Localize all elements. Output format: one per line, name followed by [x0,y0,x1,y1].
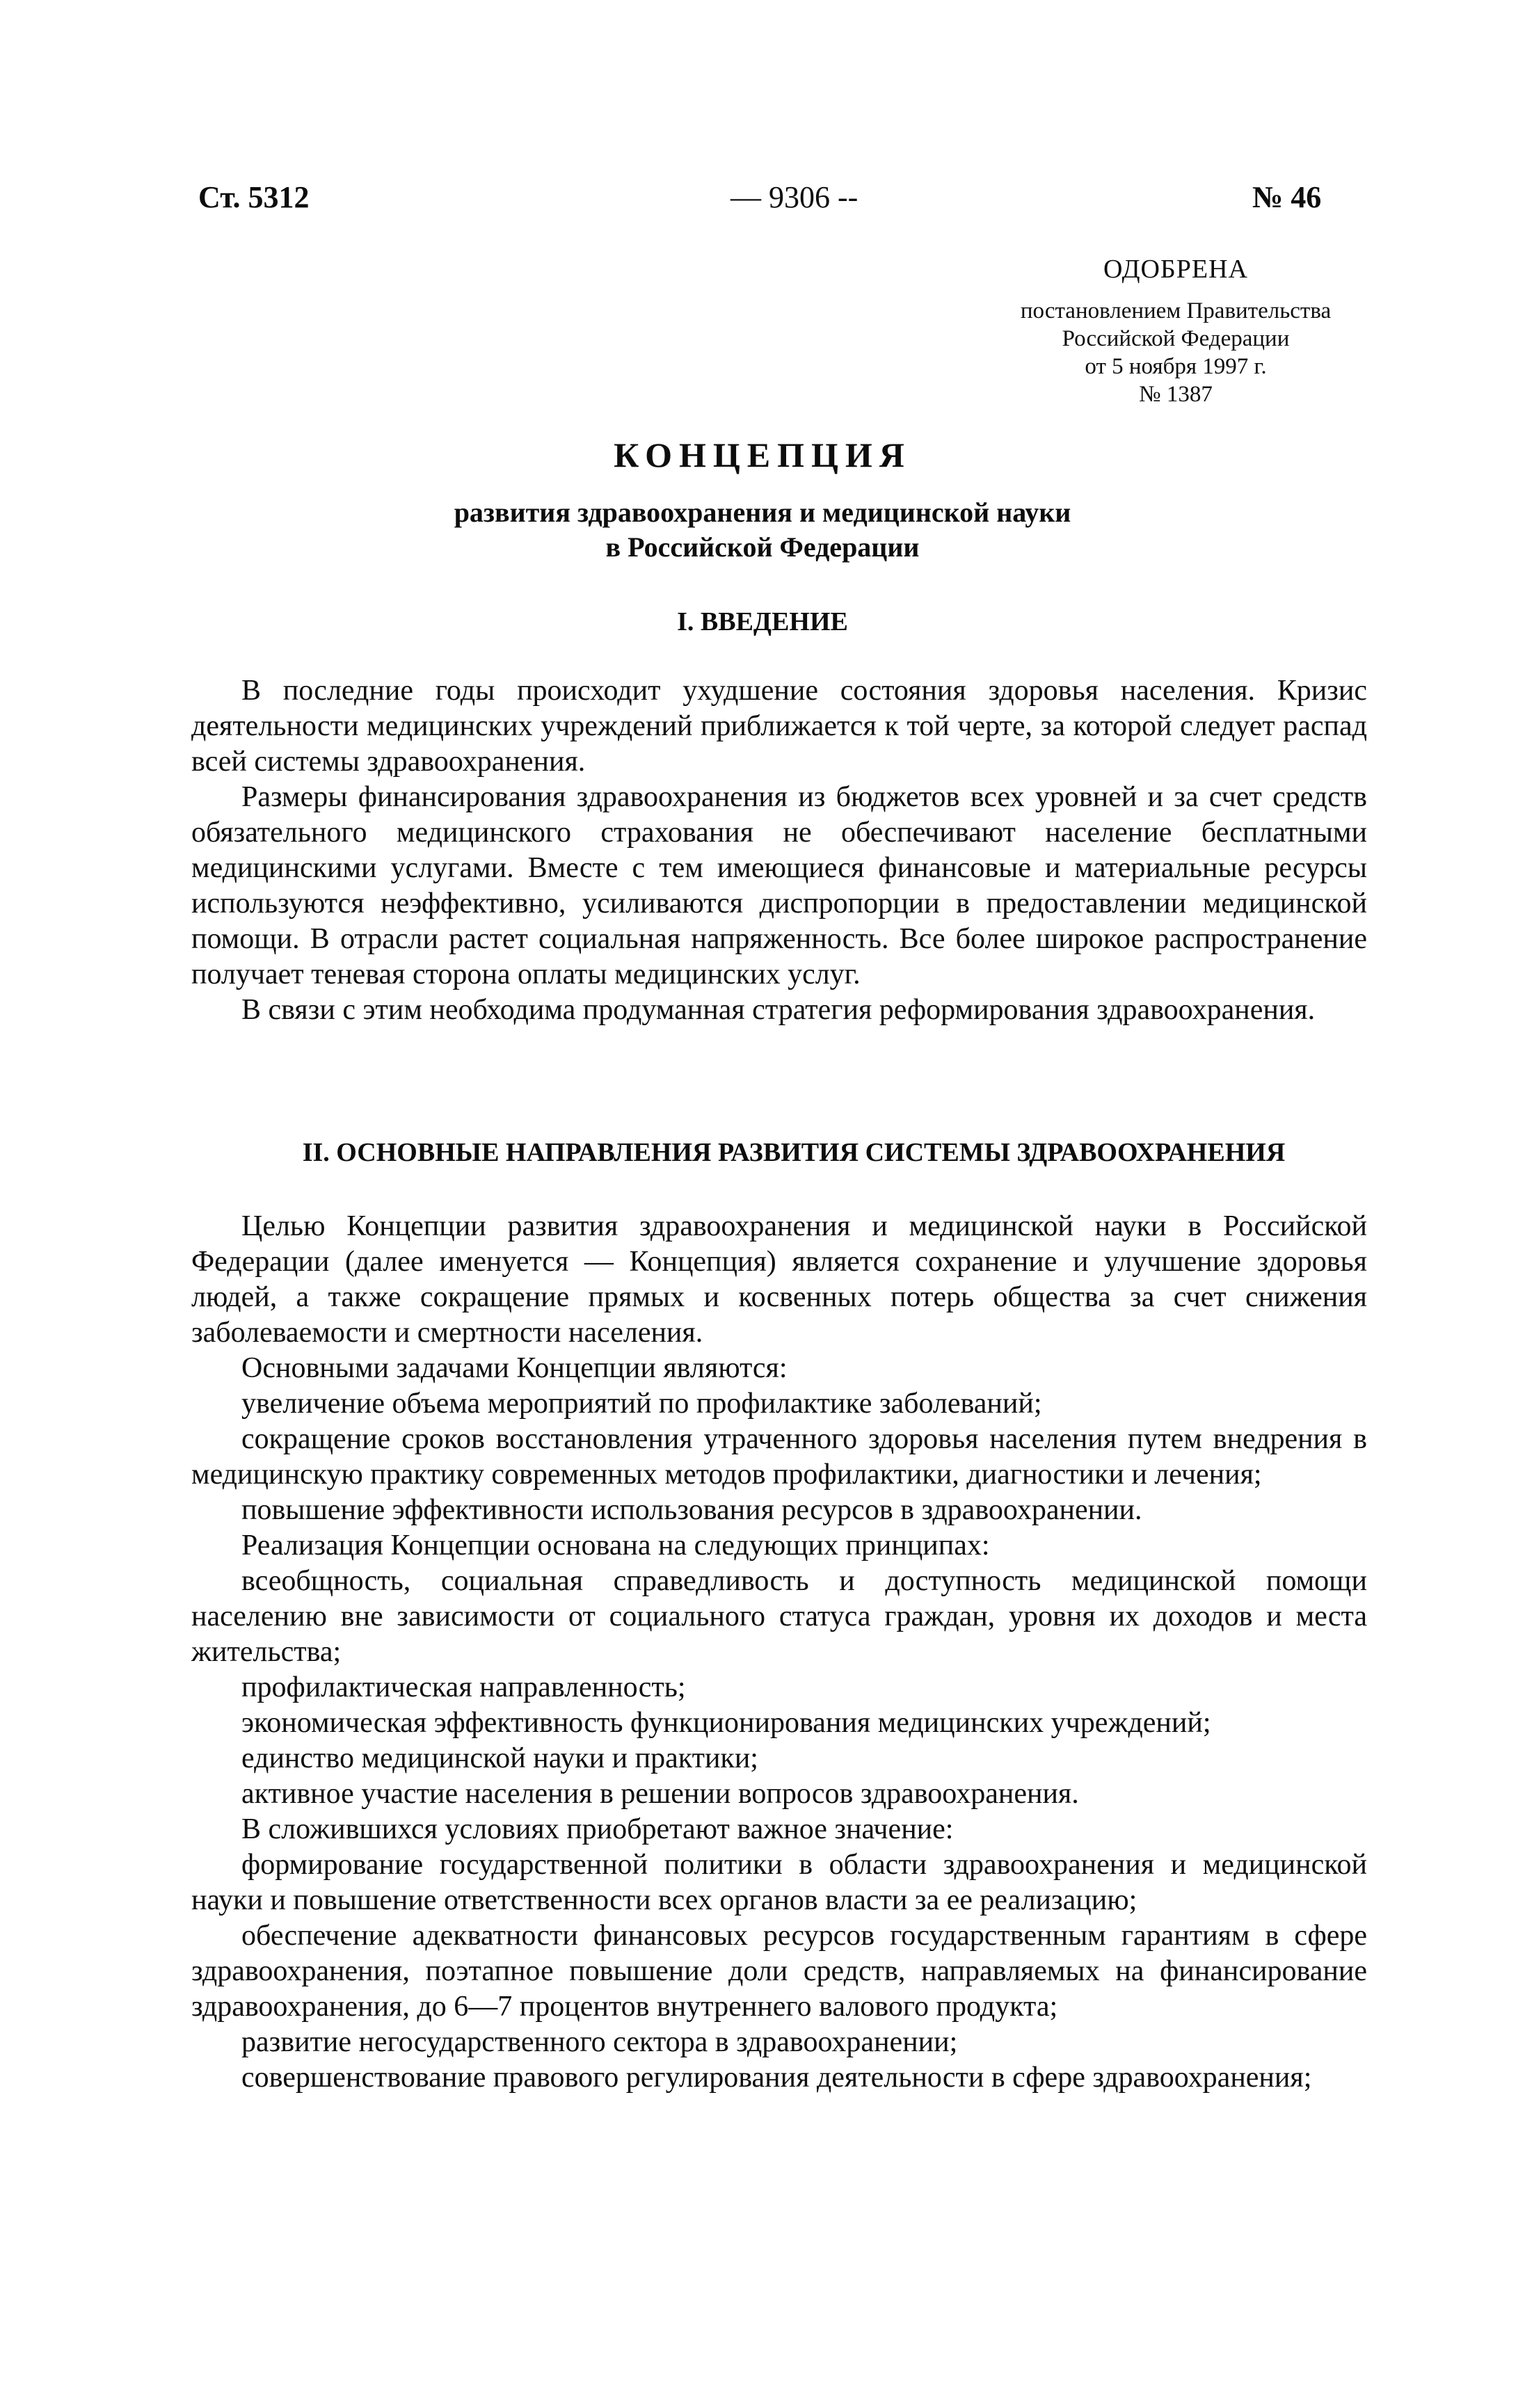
document-subtitle [0,495,1525,565]
paragraph: увеличение объема мероприятий по профилактике заболеваний; [241,1388,1042,1420]
paragraph: профилактическая направленность; [241,1671,686,1703]
paragraph: Основными задачами Концепции являются: [241,1352,788,1384]
paragraph: В последние годы происходит ухудшение состояния здоровья населения. Кризис деятельности медицинских учреждений приближается к той черте, за которой следует распад всей системы здравоохранения. [191,675,1367,778]
approval-line: от 5 ноября 1997 г. [1085,354,1267,379]
paragraph: Размеры финансирования здравоохранения из бюджетов всех уровней и за счет средств обязательного медицинского страхования не обеспечивают население бесплатными медицинскими услугами. Вместе с тем имеющиеся финансовые и материальные ресурсы используются неэффективно, усиливаются диспропорции в предоставлении медицинской помощи. В отрасли растет социальная напряженность. Все более широкое распространение получает теневая сторона оплаты медицинских услуг. [191,781,1367,990]
paragraph: экономическая эффективность функционирования медицинских учреждений; [241,1707,1211,1739]
article-number: Ст. 5312 [198,180,310,214]
section-2-heading: II. ОСНОВНЫЕ НАПРАВЛЕНИЯ РАЗВИТИЯ СИСТЕМЫ ЗДРАВООХРАНЕНИЯ [302,1138,1286,1167]
paragraph: Целью Концепции развития здравоохранения и медицинской науки в Российской Федерации (далее именуется — Концепция) является сохранение и улучшение здоровья людей, а также сокращение прямых и косвенных потерь общества за счет снижения заболеваемости и смертности населения. [191,1210,1367,1349]
subtitle-line: развития здравоохранения и медицинской науки [454,497,1071,528]
paragraph: сокращение сроков восстановления утраченного здоровья населения путем внедрения в медицинскую практику современных методов профилактики, диагностики и лечения; [191,1423,1367,1491]
paragraph: повышение эффективности использования ресурсов в здравоохранении. [241,1494,1142,1526]
paragraph: В связи с этим необходима продуманная стратегия реформирования здравоохранения. [241,994,1316,1026]
subtitle-line: в Российской Федерации [605,531,920,563]
paragraph: единство медицинской науки и практики; [241,1742,758,1774]
paragraph: развитие негосударственного сектора в здравоохранении; [241,2026,958,2058]
page-number: — 9306 -- [730,180,859,214]
section-2-body [191,1209,1367,2096]
approval-line: постановлением Правительства [1020,298,1332,323]
paragraph: В сложившихся условиях приобретают важное значение: [241,1813,954,1845]
paragraph: Реализация Концепции основана на следующих принципах: [241,1530,990,1562]
paragraph: формирование государственной политики в области здравоохранения и медицинской науки и повышение ответственности всех органов власти за ее реализацию; [191,1849,1367,1916]
approval-line: Российской Федерации [1062,326,1290,351]
paragraph: совершенствование правового регулирования деятельности в сфере здравоохранения; [241,2062,1312,2094]
section-1-body [191,673,1367,1028]
paragraph: активное участие населения в решении вопросов здравоохранения. [241,1778,1079,1810]
approval-line: № 1387 [1139,382,1213,407]
paragraph: всеобщность, социальная справедливость и доступность медицинской помощи населению вне зависимости от социального статуса граждан, уровня их доходов и места жительства; [191,1565,1367,1668]
approval-title: ОДОБРЕНА [1103,255,1248,284]
section-1-heading: I. ВВЕДЕНИЕ [677,607,848,636]
paragraph: обеспечение адекватности финансовых ресурсов государственным гарантиям в сфере здравоохранения, поэтапное повышение доли средств, направляемых на финансирование здравоохранения, до 6—7 процентов внутреннего валового продукта; [191,1920,1367,2023]
approval-stamp [981,254,1371,408]
issue-number: № 46 [1252,180,1322,214]
document-title: КОНЦЕПЦИЯ [614,435,911,474]
